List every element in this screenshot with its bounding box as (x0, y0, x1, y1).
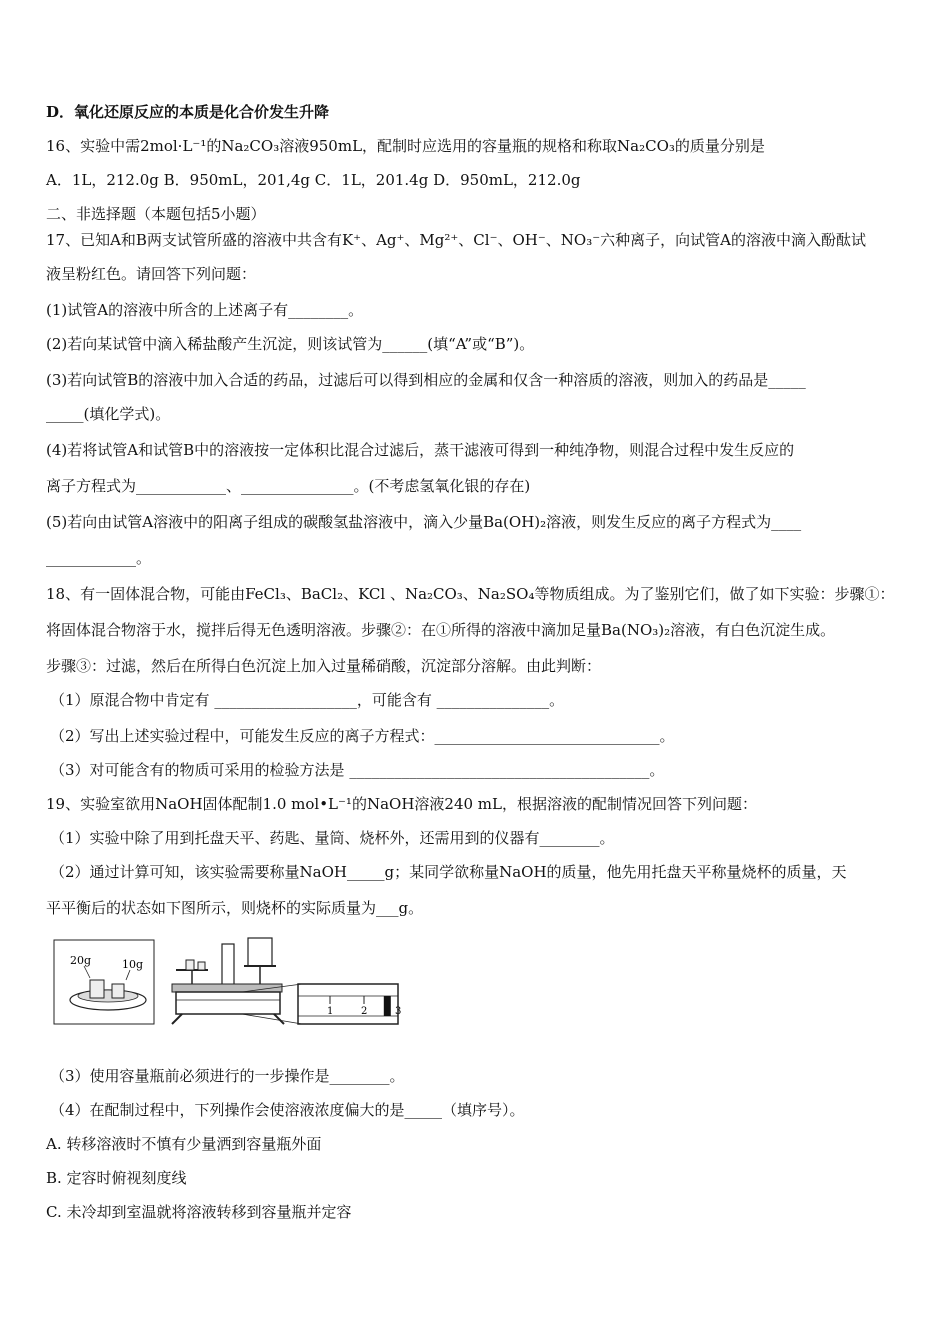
q17-part4-cont: 离子方程式为____________、_______________。(不考虑氢氧化银的存在) (46, 477, 531, 495)
q17-part3: (3)若向试管B的溶液中加入合适的药品，过滤后可以得到相应的金属和仅含一种溶质的溶液，则加入的药品是_____ (46, 371, 806, 389)
rider-scale (298, 984, 401, 1024)
scale-tick-label: 1 (327, 1006, 334, 1017)
q19-part2-cont: 平平衡后的状态如下图所示，则烧杯的实际质量为___g。 (46, 899, 424, 917)
q17-part5-cont: ____________。 (46, 549, 152, 567)
weight-20g-icon (90, 980, 104, 998)
q19-part3: （3）使用容量瓶前必须进行的一步操作是________。 (50, 1067, 405, 1085)
balance-figure (52, 930, 402, 1030)
q17-part3-cont: _____(填化学式)。 (46, 405, 171, 423)
question-18: 18、有一固体混合物，可能由FeCl₃、BaCl₂、KCl 、Na₂CO₃、Na₂SO₄等物质组成。为了鉴别它们，做了如下实验：步骤①： (46, 585, 895, 603)
option-d-line: D．氧化还原反应的本质是化合价发生升降 (46, 103, 330, 121)
question-16-options: A．1L，212.0g B．950mL，201,4g C．1L，201.4g D．950mL，212.0g (46, 171, 581, 189)
q19-option-b: B. 定容时俯视刻度线 (46, 1169, 187, 1187)
beaker-icon (248, 938, 272, 966)
question-19: 19、实验室欲用NaOH固体配制1.0 mol•L⁻¹的NaOH溶液240 mL，根据溶液的配制情况回答下列问题： (46, 795, 757, 813)
rider-marker (384, 996, 391, 1016)
q19-option-a: A. 转移溶液时不慎有少量洒到容量瓶外面 (46, 1135, 322, 1153)
scale-tick-label: 3 (395, 1006, 402, 1017)
scale-tick-label: 2 (361, 1006, 368, 1017)
weight-20g-label: 20g (70, 954, 92, 967)
q19-option-c: C. 未冷却到室温就将溶液转移到容量瓶并定容 (46, 1203, 352, 1221)
question-17: 17、已知A和B两支试管所盛的溶液中共含有K⁺、Ag⁺、Mg²⁺、Cl⁻、OH⁻、NO₃⁻六种离子，向试管A的溶液中滴入酚酞试 (46, 231, 866, 249)
section-heading: 二、非选择题（本题包括5小题） (46, 205, 266, 223)
q19-part2: （2）通过计算可知，该实验需要称量NaOH_____g；某同学欲称量NaOH的质量，他先用托盘天平称量烧杯的质量，天 (50, 863, 847, 881)
scale-frame (298, 984, 398, 1024)
balance-icon (172, 938, 302, 1024)
q17-part4: (4)若将试管A和试管B中的溶液按一定体积比混合过滤后，蒸干滤液可得到一种纯净物，则混合过程中发生反应的 (46, 441, 795, 459)
q17-part2: (2)若向某试管中滴入稀盐酸产生沉淀，则该试管为______(填“A”或“B”)。 (46, 335, 535, 353)
q18-part1: （1）原混合物中肯定有 ___________________，可能含有 _______________。 (50, 691, 565, 709)
q17-part1: (1)试管A的溶液中所含的上述离子有________。 (46, 301, 364, 319)
q17-part5: (5)若向由试管A溶液中的阳离子组成的碳酸氢盐溶液中，滴入少量Ba(OH)₂溶液，则发生反应的离子方程式为____ (46, 513, 802, 531)
question-16: 16、实验中需2mol·L⁻¹的Na₂CO₃溶液950mL，配制时应选用的容量瓶的规格和称取Na₂CO₃的质量分别是 (46, 137, 765, 155)
question-18-cont2: 步骤③：过滤，然后在所得白色沉淀上加入过量稀硝酸，沉淀部分溶解。由此判断： (46, 657, 602, 675)
question-17-cont: 液呈粉红色。请回答下列问题： (46, 265, 257, 283)
weight-10g-label: 10g (122, 958, 144, 971)
q19-part1: （1）实验中除了用到托盘天平、药匙、量筒、烧杯外，还需用到的仪器有________。 (50, 829, 615, 847)
question-18-cont1: 将固体混合物溶于水，搅拌后得无色透明溶液。步骤②：在①所得的溶液中滴加足量Ba(NO₃)₂溶液，有白色沉淀生成。 (46, 621, 836, 639)
q18-part3: （3）对可能含有的物质可采用的检验方法是 ________________________________________。 (50, 761, 665, 779)
q19-part4: （4）在配制过程中，下列操作会使溶液浓度偏大的是_____（填序号）。 (50, 1101, 525, 1119)
weight-10g-icon (112, 984, 124, 998)
q18-part2: （2）写出上述实验过程中，可能发生反应的离子方程式：______________________________。 (50, 727, 675, 745)
